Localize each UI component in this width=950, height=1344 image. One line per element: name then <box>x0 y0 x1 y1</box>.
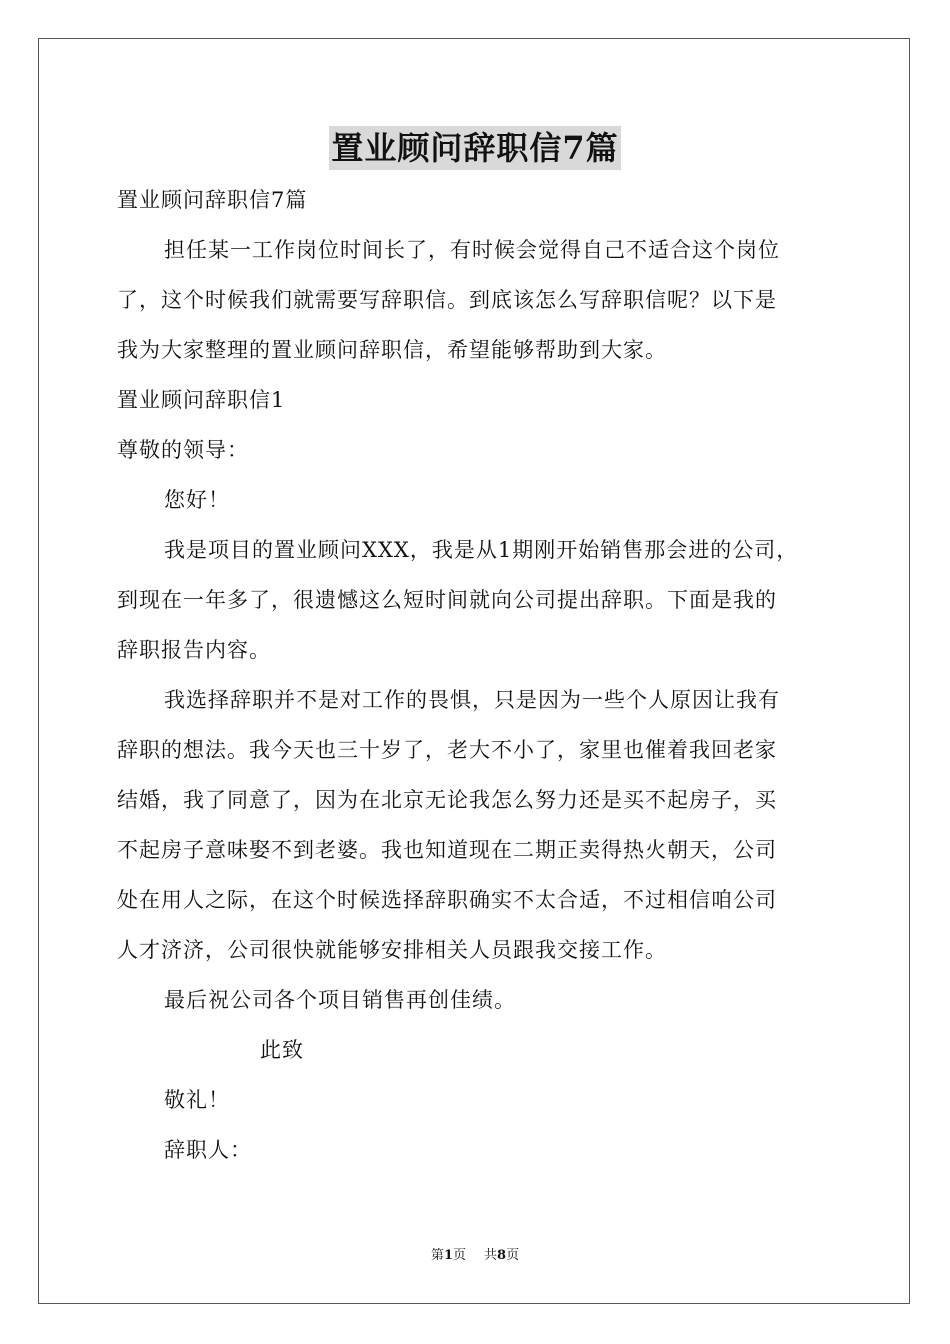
para3: 最后祝公司各个项目销售再创佳绩。 <box>164 988 516 1012</box>
para2-line-3: 结婚，我了同意了，因为在北京无论我怎么努力还是买不起房子，买 <box>117 788 777 812</box>
para1-line-1: 我是项目的置业顾问XXX，我是从1期刚开始销售那会进的公司， <box>164 538 799 562</box>
greeting: 您好！ <box>164 488 230 512</box>
para1-line-3: 辞职报告内容。 <box>117 638 271 662</box>
intro-line-2: 了，这个时候我们就需要写辞职信。到底该怎么写辞职信呢？以下是 <box>117 288 777 312</box>
title-wrap <box>0 126 950 170</box>
para1-line-2: 到现在一年多了，很遗憾这么短时间就向公司提出辞职。下面是我的 <box>117 588 777 612</box>
closing-2: 敬礼！ <box>164 1088 230 1112</box>
signature-label: 辞职人： <box>164 1138 252 1162</box>
page-current: 1 <box>443 1248 453 1263</box>
intro-line-1: 担任某一工作岗位时间长了，有时候会觉得自己不适合这个岗位 <box>164 238 780 262</box>
total-suffix: 页 <box>506 1248 520 1263</box>
para2-line-2: 辞职的想法。我今天也三十岁了，老大不小了，家里也催着我回老家 <box>117 738 777 762</box>
page-border <box>38 38 910 1304</box>
salutation: 尊敬的领导： <box>117 438 249 462</box>
closing-1: 此致 <box>260 1038 304 1062</box>
page-suffix: 页 <box>452 1248 466 1263</box>
section-heading: 置业顾问辞职信1 <box>117 388 286 412</box>
subtitle: 置业顾问辞职信7篇 <box>117 188 308 212</box>
total-prefix: 共 <box>484 1248 498 1263</box>
intro-line-3: 我为大家整理的置业顾问辞职信，希望能够帮助到大家。 <box>117 338 667 362</box>
page-prefix: 第 <box>430 1248 444 1263</box>
para2-line-1: 我选择辞职并不是对工作的畏惧，只是因为一些个人原因让我有 <box>164 688 780 712</box>
page-footer <box>0 1247 950 1265</box>
page-total: 8 <box>497 1248 507 1263</box>
document-title: 置业顾问辞职信7篇 <box>329 126 620 170</box>
para2-line-6: 人才济济，公司很快就能够安排相关人员跟我交接工作。 <box>117 938 667 962</box>
para2-line-4: 不起房子意味娶不到老婆。我也知道现在二期正卖得热火朝天，公司 <box>117 838 777 862</box>
para2-line-5: 处在用人之际，在这个时候选择辞职确实不太合适，不过相信咱公司 <box>117 888 777 912</box>
